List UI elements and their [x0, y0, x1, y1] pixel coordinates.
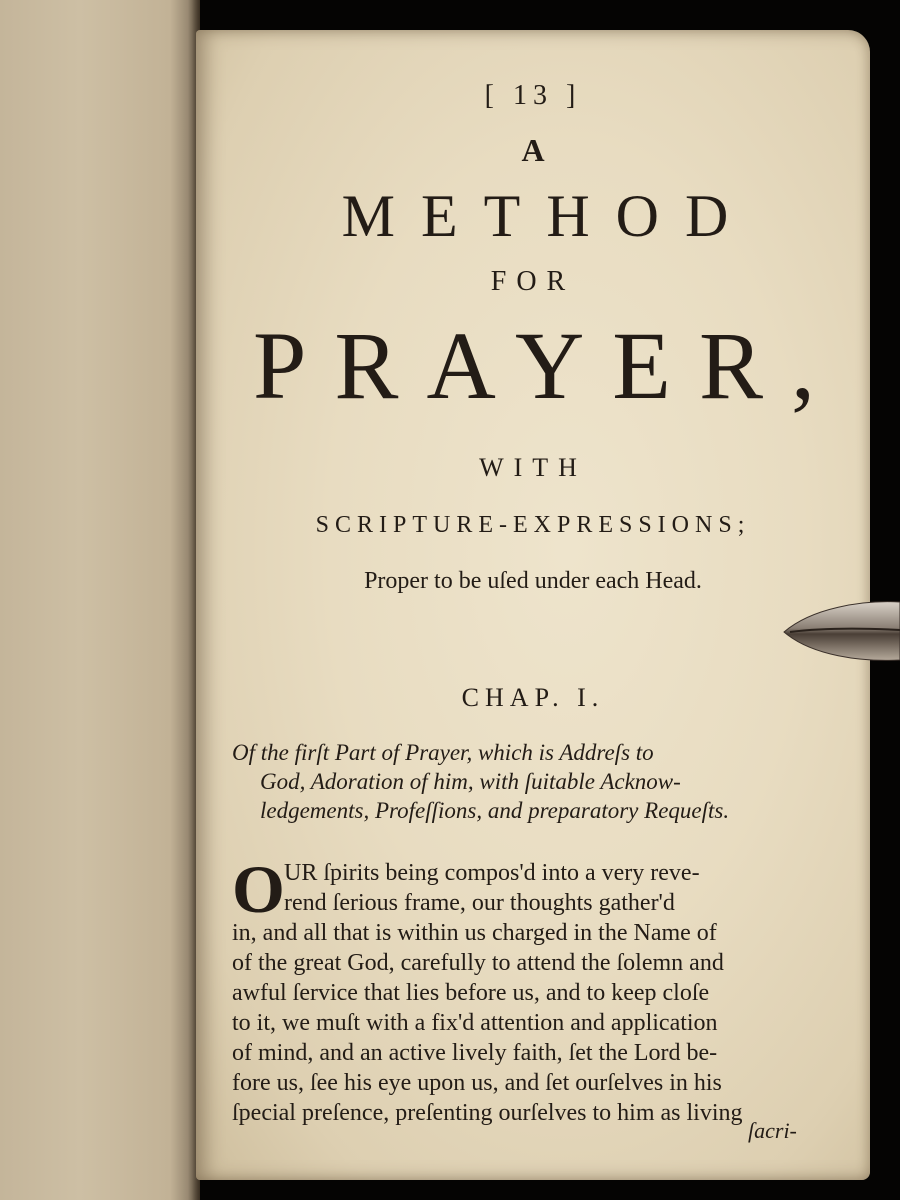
body-line: of the great God, carefully to attend the ſolemn and: [232, 950, 724, 976]
chapter-summary: [232, 738, 832, 825]
chapter-heading: CHAP. I.: [461, 683, 605, 712]
title-line-with: WITH: [479, 453, 587, 482]
title-line-scripture: SCRIPTURE-EXPRESSIONS;: [315, 512, 751, 538]
body-line: rend ſerious frame, our thoughts gather'd: [284, 890, 675, 916]
body-paragraph: [232, 851, 812, 1128]
body-line: ſpecial preſence, preſenting ourſelves to him as living: [232, 1100, 743, 1126]
title-line-a: A: [521, 132, 545, 168]
body-line: to it, we muſt with a fix'd attention and application: [232, 1010, 718, 1036]
title-line-prayer: PRAYER,: [253, 312, 843, 419]
left-page-edge: [0, 0, 200, 1200]
summary-line: ledgements, Profeſſions, and preparatory Requeſts.: [260, 798, 730, 823]
page-number: [ 13 ]: [484, 80, 582, 111]
catchword: ſacri-: [748, 1118, 797, 1143]
summary-line: Of the firſt Part of Prayer, which is Addreſs to: [232, 740, 654, 765]
title-line-proper: Proper to be uſed under each Head.: [364, 568, 702, 594]
title-line-for: FOR: [490, 266, 576, 297]
title-line-method: METHOD: [341, 183, 755, 249]
drop-cap: O: [232, 851, 285, 927]
body-line: awful ſervice that lies before us, and to keep cloſe: [232, 980, 710, 1006]
summary-line: God, Adoration of him, with ſuitable Acknow-: [260, 769, 681, 794]
pointer-icon: [782, 598, 900, 664]
body-line: fore us, ſee his eye upon us, and ſet ourſelves in his: [232, 1070, 722, 1096]
body-line: UR ſpirits being compos'd into a very reve-: [284, 860, 700, 886]
body-line: of mind, and an active lively faith, ſet the Lord be-: [232, 1040, 718, 1066]
body-line: in, and all that is within us charged in the Name of: [232, 920, 717, 946]
